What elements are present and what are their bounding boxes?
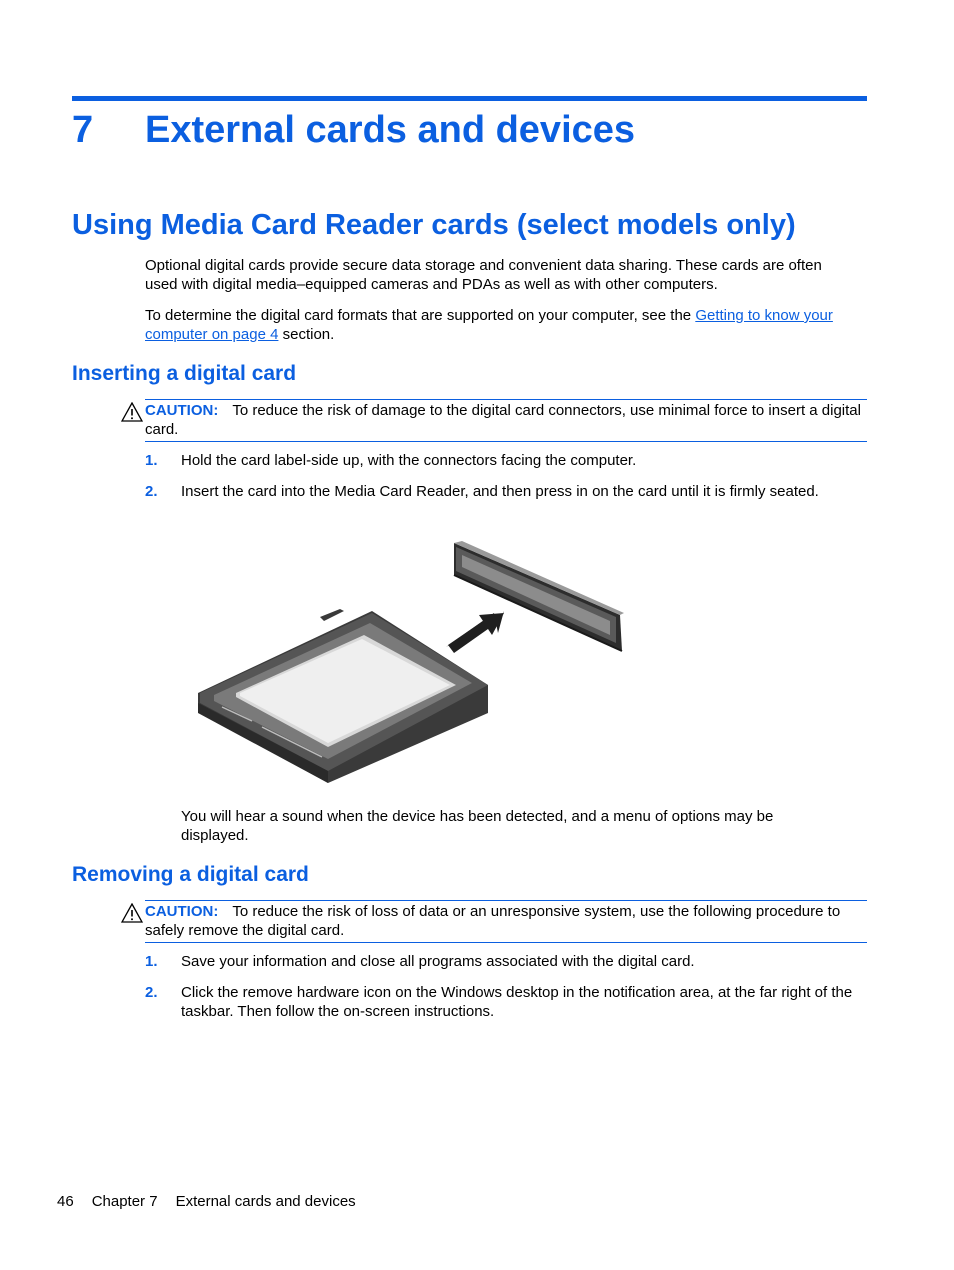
chapter-rule	[72, 96, 867, 101]
getting-to-know-link[interactable]: Getting to know your computer on page 4	[145, 307, 833, 343]
inserting-title: Inserting a digital card	[72, 362, 297, 385]
footer-chapter-title: External cards and devices	[175, 1193, 356, 1210]
step-number: 1.	[145, 953, 158, 970]
step-text: Save your information and close all programs associated with the digital card.	[181, 953, 695, 970]
removing-title: Removing a digital card	[72, 863, 309, 886]
formats-text-before: To determine the digital card formats that are supported on your computer, see the	[145, 307, 696, 324]
step-text: Insert the card into the Media Card Reader, and then press in on the card until it is firmly seated.	[181, 483, 819, 500]
caution-text: To reduce the risk of loss of data or an unresponsive system, use the following procedure to safely remove the digital card.	[145, 903, 841, 939]
detection-note: You will hear a sound when the device has been detected, and a menu of options may be displayed.	[181, 808, 774, 844]
chapter-title: External cards and devices	[145, 109, 636, 151]
insert-direction-arrow	[446, 611, 504, 653]
caution-label: CAUTION:	[145, 903, 219, 920]
caution-warning-icon	[121, 903, 143, 923]
step-number: 2.	[145, 483, 158, 500]
card-insertion-illustration	[192, 535, 632, 785]
section-title: Using Media Card Reader cards (select models only)	[72, 209, 796, 241]
chapter-number: 7	[72, 109, 94, 151]
step-text: Click the remove hardware icon on the Windows desktop in the notification area, at the far right of the taskbar. Then follow the on-screen instructions.	[181, 984, 853, 1020]
caution-warning-icon	[121, 402, 143, 422]
footer-chapter-label: Chapter 7	[91, 1193, 158, 1210]
sd-card-illustration	[198, 609, 488, 783]
inserting-caution-box	[145, 399, 867, 442]
page-footer	[57, 1192, 374, 1211]
caution-label: CAUTION:	[145, 402, 219, 419]
step-text: Hold the card label-side up, with the connectors facing the computer.	[181, 452, 637, 469]
caution-text: To reduce the risk of damage to the digital card connectors, use minimal force to insert a digital card.	[145, 402, 861, 438]
step-number: 2.	[145, 984, 158, 1001]
step-number: 1.	[145, 452, 158, 469]
formats-paragraph	[145, 306, 860, 344]
removing-caution-box	[145, 900, 867, 943]
section-intro-paragraph: Optional digital cards provide secure data storage and convenient data sharing. These cards are often used with digital media–equipped cameras and PDAs as well as with other computers.	[145, 257, 822, 293]
formats-text-after: section.	[278, 326, 335, 343]
page-number: 46	[57, 1193, 74, 1210]
